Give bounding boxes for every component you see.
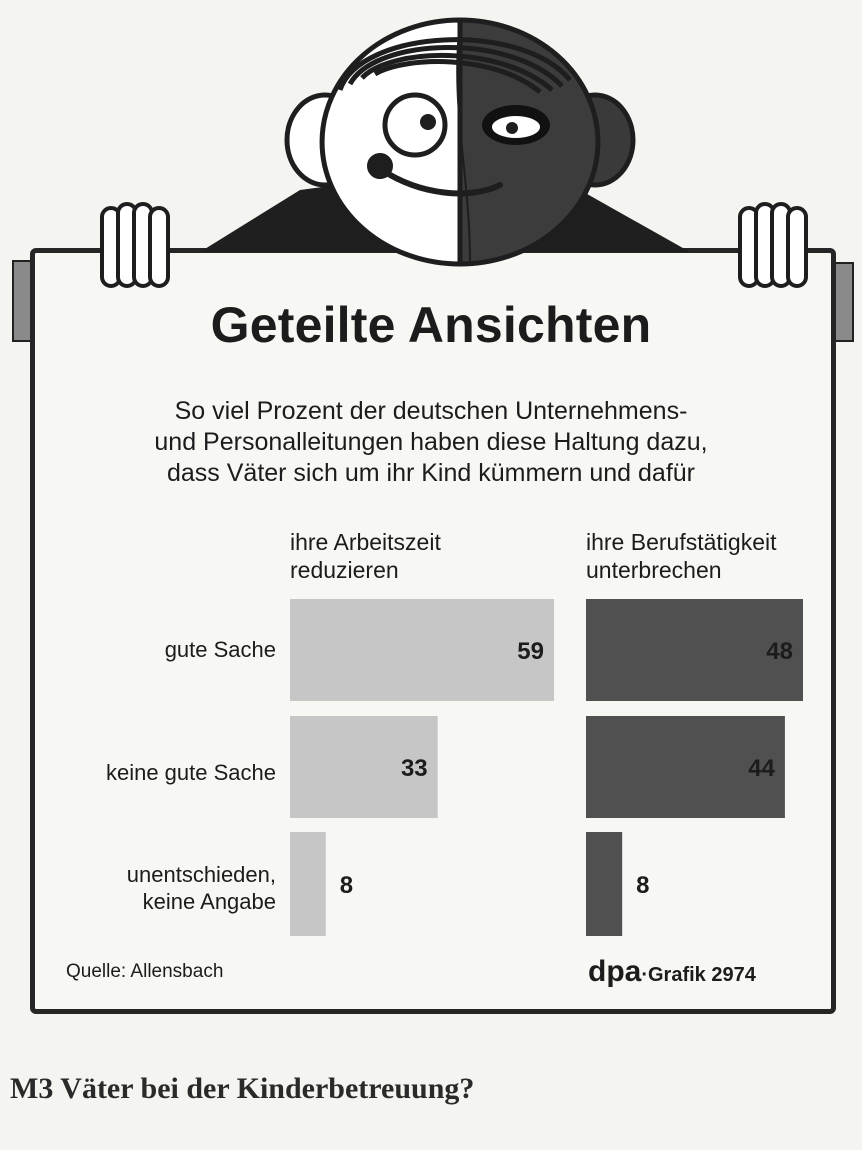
bar-arbeitszeit-1 [290, 599, 554, 701]
chart-title: Geteilte Ansichten [210, 297, 652, 353]
credit-text: ·Grafik 2974 [641, 964, 756, 986]
subtitle-line: und Personalleitungen haben diese Haltung dazu, [154, 428, 708, 456]
value-label: 8 [339, 872, 354, 899]
category-label-line: unentschieden, [126, 862, 276, 887]
value-label: 8 [636, 872, 650, 899]
figure-caption: M3 Väter bei der Kinderbetreuung? [10, 1072, 475, 1105]
series-header-line: ihre Berufstätigkeit [586, 529, 777, 555]
series-header-line: reduzieren [290, 557, 399, 583]
dpa-logo: dpa [588, 955, 642, 988]
series-header-line: ihre Arbeitszeit [290, 529, 441, 555]
series-header-line: unterbrechen [586, 557, 722, 583]
category-label-line: keine gute Sache [105, 760, 276, 785]
credit-label [588, 955, 756, 989]
category-label-line: keine Angabe [142, 889, 276, 914]
bar-arbeitszeit-3 [290, 832, 326, 936]
value-label: 44 [748, 755, 775, 782]
value-label: 33 [400, 755, 428, 782]
bar-berufstaetigkeit-3 [586, 832, 622, 936]
subtitle-line: So viel Prozent der deutschen Unternehmens- [174, 397, 688, 425]
value-label: 59 [517, 638, 544, 665]
subtitle-line: dass Väter sich um ihr Kind kümmern und dafür [166, 459, 695, 487]
source-note: Quelle: Allensbach [66, 961, 224, 982]
value-label: 48 [766, 638, 793, 665]
category-label-line: gute Sache [164, 637, 276, 662]
